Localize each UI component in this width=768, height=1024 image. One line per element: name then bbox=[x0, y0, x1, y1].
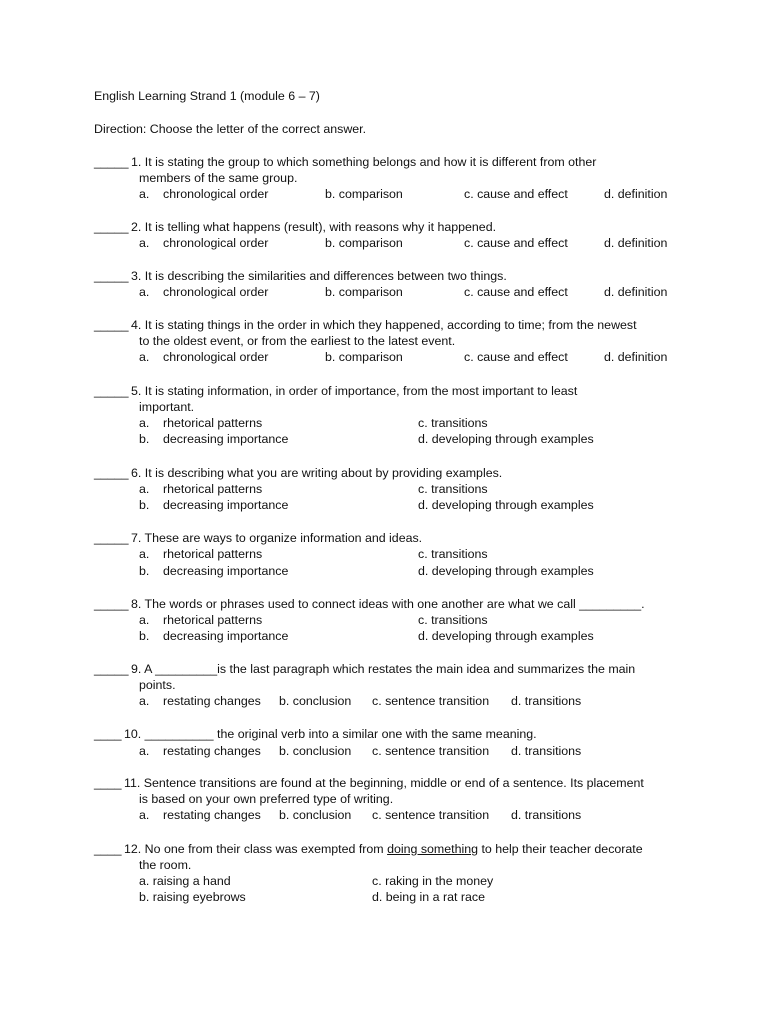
answer-blank: ____ bbox=[94, 842, 122, 856]
option-c: c. transitions bbox=[418, 547, 488, 561]
option-b: b. conclusion bbox=[279, 744, 352, 758]
question-text-cont: is based on your own preferred type of writing. bbox=[139, 792, 394, 806]
option-a: chronological order bbox=[163, 350, 269, 364]
option-c: c. sentence transition bbox=[372, 694, 490, 708]
answer-blank: _____ bbox=[94, 269, 129, 283]
question-text-cont: points. bbox=[139, 678, 176, 692]
question-text-cont: members of the same group. bbox=[139, 171, 298, 185]
option-d: d. developing through examples bbox=[418, 432, 594, 446]
option-b: b. raising eyebrows bbox=[139, 890, 246, 904]
question-text: 10. __________ the original verb into a similar one with the same meaning. bbox=[124, 727, 537, 741]
option-b: decreasing importance bbox=[163, 564, 289, 578]
option-b: b. conclusion bbox=[279, 694, 352, 708]
question-text: 4. It is stating things in the order in which they happened, according to time; from the newest bbox=[131, 318, 637, 332]
option-c: c. sentence transition bbox=[372, 744, 490, 758]
option-letter-a: a. bbox=[139, 416, 150, 430]
option-a: restating changes bbox=[163, 694, 261, 708]
option-letter-a: a. bbox=[139, 285, 150, 299]
option-d: d. being in a rat race bbox=[372, 890, 485, 904]
option-letter-a: a. bbox=[139, 744, 150, 758]
option-b: b. comparison bbox=[325, 187, 403, 201]
worksheet-title: English Learning Strand 1 (module 6 – 7) bbox=[94, 89, 320, 103]
option-a: rhetorical patterns bbox=[163, 547, 263, 561]
answer-blank: _____ bbox=[94, 662, 129, 676]
option-a: chronological order bbox=[163, 187, 269, 201]
option-a: rhetorical patterns bbox=[163, 416, 263, 430]
option-c: c. cause and effect bbox=[464, 187, 568, 201]
option-d: d. developing through examples bbox=[418, 564, 594, 578]
option-a: rhetorical patterns bbox=[163, 613, 263, 627]
option-b: decreasing importance bbox=[163, 432, 289, 446]
option-a: rhetorical patterns bbox=[163, 482, 263, 496]
question-text bbox=[124, 842, 643, 856]
answer-blank: _____ bbox=[94, 384, 129, 398]
option-a: chronological order bbox=[163, 285, 269, 299]
question-text: 7. These are ways to organize information and ideas. bbox=[131, 531, 423, 545]
option-letter-a: a. bbox=[139, 547, 150, 561]
option-d: d. definition bbox=[604, 285, 668, 299]
option-d: d. definition bbox=[604, 236, 668, 250]
option-letter-b: b. bbox=[139, 432, 150, 446]
question-text: 8. The words or phrases used to connect ideas with one another are what we call _________. bbox=[131, 597, 645, 611]
directions: Direction: Choose the letter of the correct answer. bbox=[94, 122, 367, 136]
option-letter-a: a. bbox=[139, 613, 150, 627]
option-letter-b: b. bbox=[139, 498, 150, 512]
question-text-cont: the room. bbox=[139, 858, 192, 872]
option-letter-a: a. bbox=[139, 187, 150, 201]
option-c: c. cause and effect bbox=[464, 350, 568, 364]
option-d: d. definition bbox=[604, 350, 668, 364]
answer-blank: _____ bbox=[94, 466, 129, 480]
option-a: restating changes bbox=[163, 744, 261, 758]
underlined-phrase: doing something bbox=[387, 842, 479, 856]
option-c: c. cause and effect bbox=[464, 236, 568, 250]
option-c: c. transitions bbox=[418, 416, 488, 430]
answer-blank: _____ bbox=[94, 531, 129, 545]
option-letter-a: a. bbox=[139, 482, 150, 496]
question-text: 1. It is stating the group to which something belongs and how it is different from other bbox=[131, 155, 597, 169]
answer-blank: _____ bbox=[94, 318, 129, 332]
option-letter-a: a. bbox=[139, 350, 150, 364]
question-text: 5. It is stating information, in order of importance, from the most important to least bbox=[131, 384, 578, 398]
answer-blank: _____ bbox=[94, 220, 129, 234]
option-c: c. transitions bbox=[418, 482, 488, 496]
option-letter-a: a. bbox=[139, 808, 150, 822]
option-d: d. transitions bbox=[511, 694, 582, 708]
option-d: d. developing through examples bbox=[418, 629, 594, 643]
question-text: 6. It is describing what you are writing about by providing examples. bbox=[131, 466, 503, 480]
question-text: 11. Sentence transitions are found at the beginning, middle or end of a sentence. Its placement bbox=[124, 776, 644, 790]
option-b: decreasing importance bbox=[163, 498, 289, 512]
question-text: 9. A _________is the last paragraph which restates the main idea and summarizes the main bbox=[131, 662, 636, 676]
option-d: d. transitions bbox=[511, 744, 582, 758]
option-b: b. conclusion bbox=[279, 808, 352, 822]
question-text-part: 12. No one from their class was exempted from bbox=[124, 842, 388, 856]
question-text: 3. It is describing the similarities and differences between two things. bbox=[131, 269, 507, 283]
option-a: a. raising a hand bbox=[139, 874, 231, 888]
option-letter-b: b. bbox=[139, 629, 150, 643]
question-text-cont: important. bbox=[139, 400, 195, 414]
option-c: c. sentence transition bbox=[372, 808, 490, 822]
option-b: b. comparison bbox=[325, 285, 403, 299]
option-d: d. definition bbox=[604, 187, 668, 201]
answer-blank: ____ bbox=[94, 727, 122, 741]
option-b: b. comparison bbox=[325, 236, 403, 250]
question-text: 2. It is telling what happens (result), with reasons why it happened. bbox=[131, 220, 497, 234]
option-letter-a: a. bbox=[139, 694, 150, 708]
answer-blank: _____ bbox=[94, 155, 129, 169]
option-b: decreasing importance bbox=[163, 629, 289, 643]
option-d: d. developing through examples bbox=[418, 498, 594, 512]
answer-blank: _____ bbox=[94, 597, 129, 611]
option-letter-a: a. bbox=[139, 236, 150, 250]
option-c: c. cause and effect bbox=[464, 285, 568, 299]
option-letter-b: b. bbox=[139, 564, 150, 578]
option-d: d. transitions bbox=[511, 808, 582, 822]
option-a: chronological order bbox=[163, 236, 269, 250]
option-c: c. raking in the money bbox=[372, 874, 494, 888]
answer-blank: ____ bbox=[94, 776, 122, 790]
question-text-cont: to the oldest event, or from the earliest to the latest event. bbox=[139, 334, 456, 348]
question-text-part: to help their teacher decorate bbox=[478, 842, 643, 856]
option-a: restating changes bbox=[163, 808, 261, 822]
option-c: c. transitions bbox=[418, 613, 488, 627]
option-b: b. comparison bbox=[325, 350, 403, 364]
